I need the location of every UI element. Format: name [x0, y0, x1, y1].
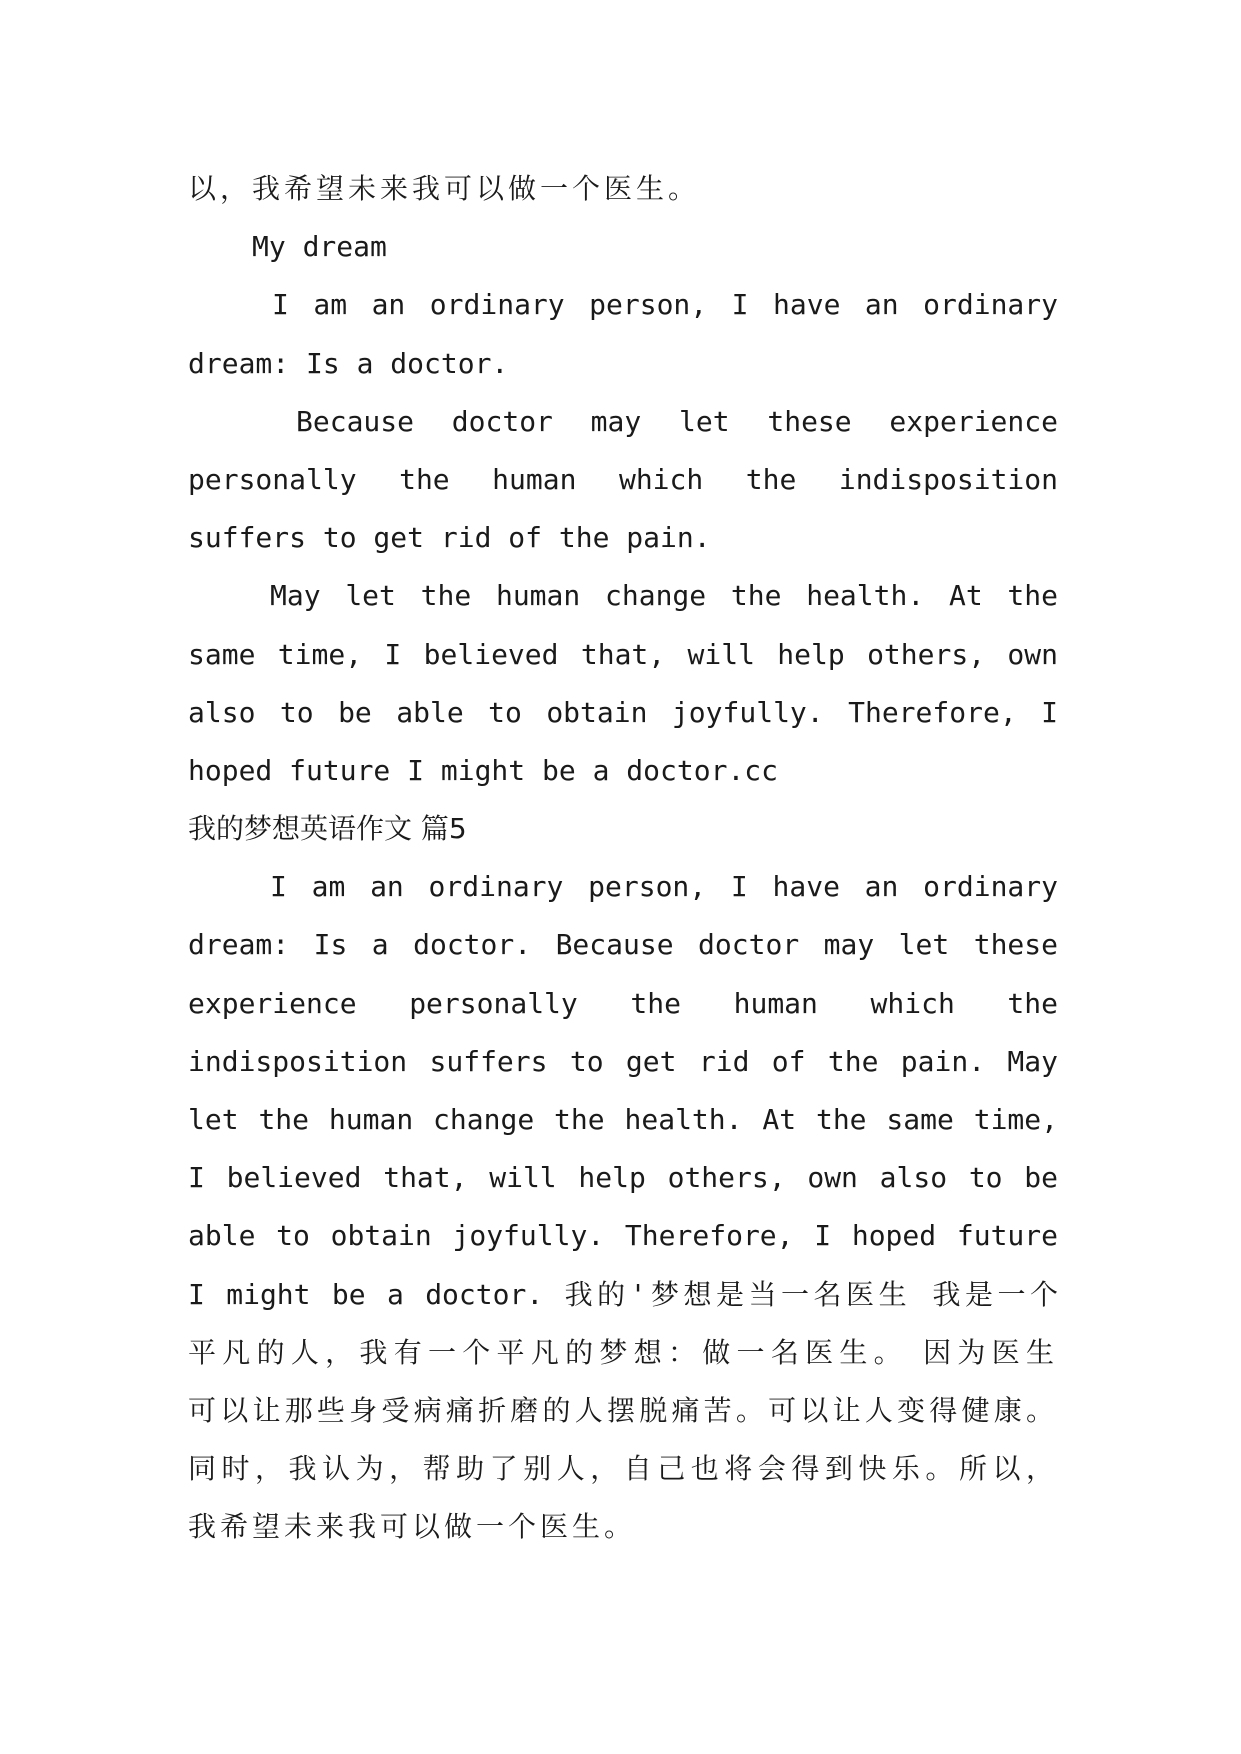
text-line: 平凡的人，我有一个平凡的梦想：做一名医生。 因为医生: [188, 1335, 1058, 1369]
text-line: same time, I believed that, will help others, own: [188, 637, 1058, 671]
document-page: [188, 160, 1058, 1557]
text-line: also to be able to obtain joyfully. Therefore, I: [188, 695, 1058, 729]
section-heading: 我的梦想英语作文 篇5: [188, 812, 467, 846]
text-line: 同时，我认为，帮助了别人，自己也将会得到快乐。所以，: [188, 1452, 1058, 1486]
text-line: hoped future I might be a doctor.cc: [188, 753, 779, 787]
text-line: I believed that, will help others, own also to be: [188, 1161, 1058, 1195]
text-line: let the human change the health. At the same time,: [188, 1103, 1058, 1136]
text-line: 我希望未来我可以做一个医生。: [188, 1510, 637, 1544]
text-line: 以，我希望未来我可以做一个医生。: [188, 172, 701, 205]
text-line: suffers to get rid of the pain.: [188, 521, 711, 555]
text-line: I am an ordinary person, I have an ordinary: [272, 288, 1058, 322]
text-line: 可以让那些身受病痛折磨的人摆脱痛苦。可以让人变得健康。: [188, 1393, 1058, 1427]
paragraph-block-intro: [188, 160, 1058, 800]
text-line: dream: Is a doctor. Because doctor may let these: [188, 928, 1058, 962]
text-line: My dream: [252, 230, 387, 264]
text-line: dream: Is a doctor.: [188, 346, 509, 380]
text-line: experience personally the human which the: [188, 986, 1058, 1020]
text-line: May let the human change the health. At the: [270, 579, 1058, 613]
text-line: able to obtain joyfully. Therefore, I hoped future: [188, 1219, 1058, 1253]
text-line: personally the human which the indisposition: [188, 462, 1058, 496]
text-line: I might be a doctor. 我的'梦想是当一名医生 我是一个: [188, 1277, 1058, 1311]
text-line: indisposition suffers to get rid of the pain. May: [188, 1044, 1058, 1078]
paragraph-block-section-5: [188, 858, 1058, 1556]
text-line: I am an ordinary person, I have an ordinary: [270, 870, 1058, 904]
text-line: Because doctor may let these experience: [296, 404, 1058, 438]
